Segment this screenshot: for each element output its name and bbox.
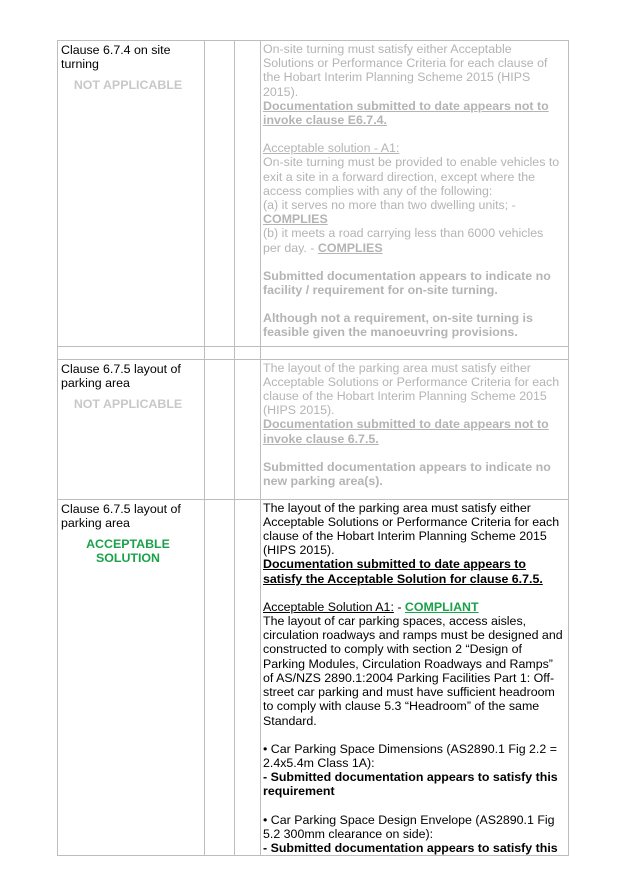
clause-title: Clause 6.7.5 layout of parking area: [61, 361, 181, 390]
table-row: [58, 359, 569, 499]
separator: -: [393, 599, 405, 614]
requirement-text: The layout of the parking area must satisfy either Acceptable Solutions or Performance Criteria for each clause of the Hobart Interim Planning Scheme 2015 (HIPS 2015).: [263, 500, 560, 558]
clause-cell: [58, 41, 205, 347]
clause-cell: [58, 359, 205, 499]
documentation-finding: Documentation submitted to date appears not to invoke clause E6.7.4.: [263, 98, 549, 128]
bullet-space-dimensions-result: - Submitted documentation appears to satisfy this requirement: [263, 770, 558, 799]
criterion-a-result: COMPLIES: [263, 212, 328, 227]
bullet-design-envelope: • Car Parking Space Design Envelope (AS2890.1 Fig 5.2 300mm clearance on side):: [263, 812, 555, 841]
assessment-table: [57, 40, 569, 856]
requirement-text: On-site turning must satisfy either Acceptable Solutions or Performance Criteria for each clause of the Hobart Interim Planning Scheme 2015 (HIPS 2015).: [263, 42, 548, 99]
documentation-finding: Documentation submitted to date appears not to invoke clause 6.7.5.: [263, 417, 549, 446]
description-cell: [261, 499, 569, 855]
acceptable-solution-heading: Acceptable Solution A1:: [263, 599, 394, 614]
description-cell: [261, 359, 569, 499]
acceptable-solution-text: On-site turning must be provided to enable vehicles to exit a site in a forward direction, except where the access complies with any of the following:: [263, 155, 560, 198]
bullet-design-envelope-result: - Submitted documentation appears to satisfy this: [263, 840, 558, 855]
empty-cell: [205, 499, 235, 855]
empty-cell: [235, 359, 261, 499]
acceptable-solution-heading: Acceptable solution - A1:: [263, 141, 400, 156]
table-row: [58, 41, 569, 347]
requirement-text: The layout of the parking area must satisfy either Acceptable Solutions or Performance Criteria for each clause of the Hobart Interim Planning Scheme 2015 (HIPS 2015).: [263, 360, 560, 418]
table-row: [58, 499, 569, 855]
clause-cell: [58, 499, 205, 855]
status-label: NOT APPLICABLE: [73, 78, 183, 93]
finding-note-2: Although not a requirement, on-site turning is feasible given the manoeuvring provisions.: [263, 311, 533, 340]
bullet-space-dimensions: • Car Parking Space Dimensions (AS2890.1 Fig 2.2 = 2.4x5.4m Class 1A):: [263, 741, 557, 770]
status-label: ACCEPTABLE SOLUTION: [86, 537, 170, 566]
empty-cell: [205, 359, 235, 499]
criterion-a: (a) it serves no more than two dwelling units; -: [263, 198, 516, 213]
compliance-badge: COMPLIANT: [404, 599, 479, 614]
description-cell: [261, 41, 569, 347]
clause-title: Clause 6.7.4 on site turning: [61, 43, 171, 72]
acceptable-solution-text: The layout of car parking spaces, access aisles, circulation roadways and ramps must be designed and constructed to comply with section 2 “Design of Parking Modules, Circulation Roadways and Ramps” of AS/NZS 2890.1:2004 Parking Facilities Part 1: Off-street car parking and must have sufficient headroom to comply with clause 5.3 “Headroom” of the same Standard.: [263, 614, 563, 728]
finding-note: Submitted documentation appears to indicate no new parking area(s).: [263, 459, 551, 489]
spacer-row: [58, 346, 569, 359]
status-label: NOT APPLICABLE: [73, 397, 183, 412]
documentation-finding: Documentation submitted to date appears to satisfy the Acceptable Solution for clause 6.7.5.: [263, 557, 543, 586]
empty-cell: [205, 41, 235, 347]
finding-note: Submitted documentation appears to indicate no facility / requirement for on-site turning.: [263, 268, 551, 298]
clause-title: Clause 6.7.5 layout of parking area: [61, 501, 181, 530]
criterion-b-result: COMPLIES: [317, 240, 383, 255]
empty-cell: [235, 41, 261, 347]
empty-cell: [235, 499, 261, 855]
criterion-b: (b) it meets a road carrying less than 6000 vehicles per day. -: [263, 226, 544, 255]
